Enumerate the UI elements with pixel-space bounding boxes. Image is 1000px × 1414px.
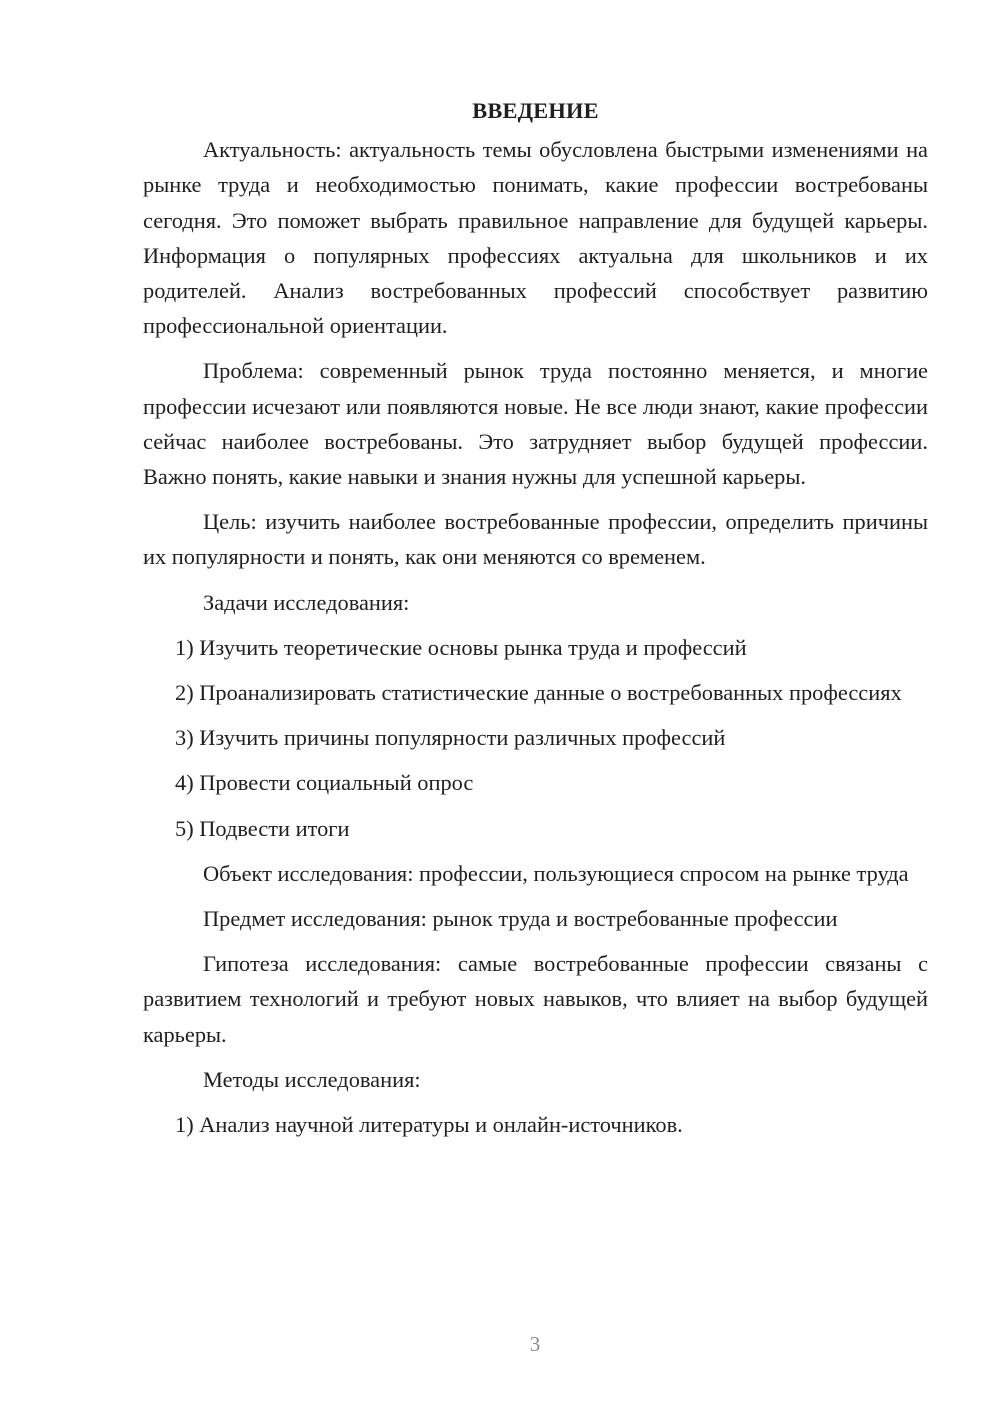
page-number: 3: [529, 1332, 541, 1356]
document-page: [143, 93, 928, 1152]
relevance-paragraph: Актуальность: актуальность темы обусловлена быстрыми изменениями на рынке труда и необходимостью понимать, какие профессии востребованы сегодня. Это поможет выбрать правильное направление для будущей карьеры. Информация о популярных профессиях актуальна для школьников и их родителей. Анализ востребованных профессий способствует развитию профессиональной ориентации.: [143, 137, 928, 339]
task-item-3: 3) Изучить причины популярности различных профессий: [175, 725, 726, 751]
hypothesis-paragraph: Гипотеза исследования: самые востребованные профессии связаны с развитием технологий и требуют новых навыков, что влияет на выбор будущей карьеры.: [143, 951, 928, 1047]
tasks-heading: Задачи исследования:: [203, 589, 410, 615]
task-item-2: 2) Проанализировать статистические данные о востребованных профессиях: [175, 680, 902, 706]
task-item-5: 5) Подвести итоги: [175, 815, 350, 841]
subject-paragraph: Предмет исследования: рынок труда и востребованные профессии: [203, 906, 838, 932]
problem-paragraph: Проблема: современный рынок труда постоянно меняется, и многие профессии исчезают или появляются новые. Не все люди знают, какие профессии сейчас наиболее востребованы. Это затрудняет выбор будущей профессии. Важно понять, какие навыки и знания нужны для успешной карьеры.: [143, 358, 928, 490]
page-title: ВВЕДЕНИЕ: [472, 98, 599, 123]
goal-paragraph: Цель: изучить наиболее востребованные профессии, определить причины их популярности и понять, как они меняются со временем.: [143, 509, 928, 570]
method-item-1: 1) Анализ научной литературы и онлайн-источников.: [175, 1112, 683, 1138]
methods-heading: Методы исследования:: [203, 1066, 421, 1092]
object-paragraph: Объект исследования: профессии, пользующиеся спросом на рынке труда: [203, 860, 909, 886]
task-item-4: 4) Провести социальный опрос: [175, 770, 474, 796]
task-item-1: 1) Изучить теоретические основы рынка труда и профессий: [175, 634, 747, 660]
